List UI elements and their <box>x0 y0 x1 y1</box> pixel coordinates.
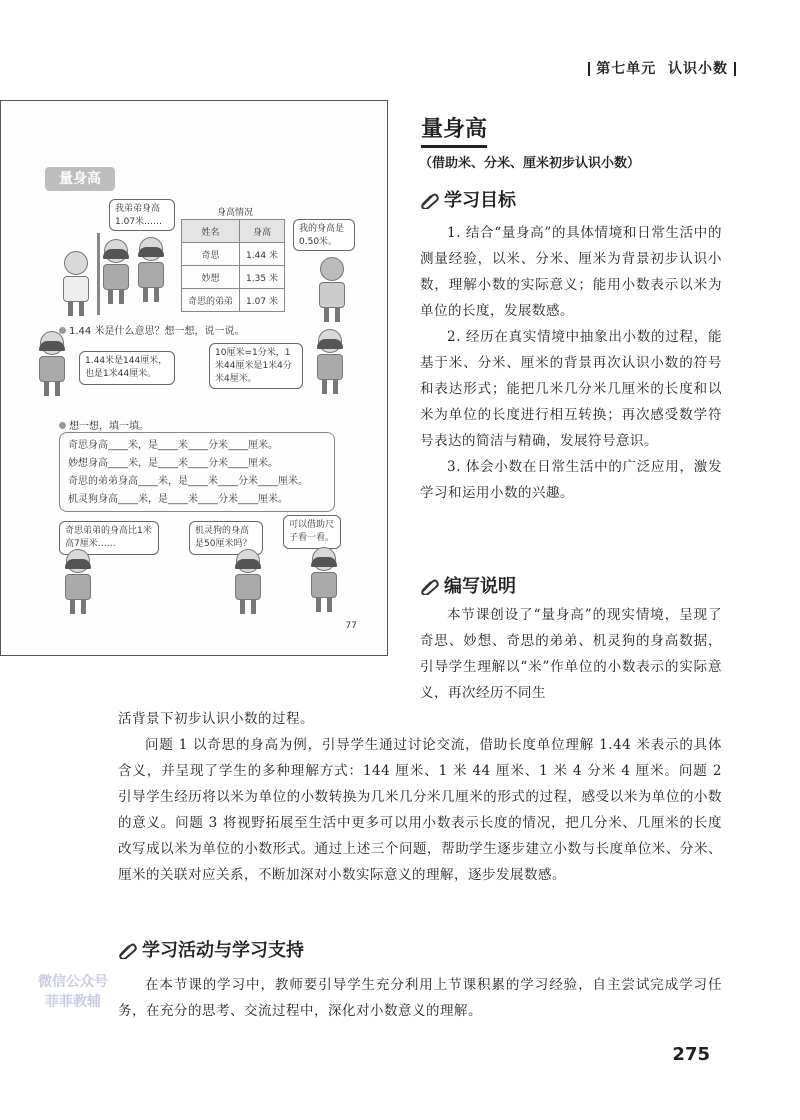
notes-paragraph: 问题 1 以奇思的身高为例，引导学生通过讨论交流，借助长度单位理解 1.44 米表示的具体含义，并呈现了学生的多种理解方式：144 厘米、1 米 44 厘米、1 米 4 分米 4 厘米。问题 2 引导学生经历将以米为单位的小数转换为几米几分米几厘米的形式的过程，感受以米为单位的小数的意义。问题 3 将视野拓展至生活中更多可以用小数表示长度的情况，把几分米、几厘米的长度改写成以米为单位的小数形式。通过上述三个问题，帮助学生逐步建立小数与长度单位米、分米、厘米的关联对应关系，不断加深对小数实际意义的理解，逐步发展数感。 <box>118 737 722 883</box>
table-header: 身高 <box>240 220 285 243</box>
speech-bubble: 奇思弟弟的身高比1米高7厘米…… <box>59 521 159 555</box>
fill-line: 奇思的弟弟身高____米，是____米____分米____厘米。 <box>68 476 308 487</box>
speech-bubble: 10厘米=1分米，1米44厘米是1米4分米4厘米。 <box>209 343 303 389</box>
fill-line: 机灵狗身高____米，是____米____分米____厘米。 <box>68 494 288 505</box>
speech-bubble: 机灵狗的身高是50厘米吗？ <box>189 521 263 555</box>
activities-paragraph: 在本节课的学习中，教师要引导学生充分利用上节课积累的学习经验，自主尝试完成学习任务，在充分的思考、交流过程中，深化对小数意义的理解。 <box>118 977 722 1019</box>
notes-text-right <box>420 602 722 706</box>
table-cell: 1.07 米 <box>240 289 285 312</box>
table-cell: 妙想 <box>182 266 240 289</box>
textbook-page-number: 77 <box>345 621 357 631</box>
boy-figure <box>136 247 166 311</box>
header-bar <box>588 62 590 76</box>
girl-figure <box>101 249 131 313</box>
goals-heading: 学习目标 <box>420 186 516 212</box>
table-row <box>182 266 285 289</box>
table-cell: 奇思 <box>182 243 240 266</box>
table-cell: 奇思的弟弟 <box>182 289 240 312</box>
table-header: 姓名 <box>182 220 240 243</box>
header-unit: 第七单元 <box>596 61 657 77</box>
speech-bubble: 我弟弟身高1.07米…… <box>109 199 175 231</box>
paperclip-icon <box>420 577 440 595</box>
running-header <box>582 58 742 78</box>
girl-figure <box>63 559 93 623</box>
lesson-title: 量身高 <box>421 112 487 148</box>
goal-item: 1. 结合“量身高”的具体情境和日常生活中的测量经验，以米、分米、厘米为背景初步认识小数，理解小数的实际意义；能用小数表示以米为单位的长度，发展数感。 <box>420 225 722 319</box>
dog-figure <box>317 257 347 321</box>
speech-bubble: 我的身高是0.50米。 <box>293 219 355 251</box>
goal-item: 2. 经历在真实情境中抽象出小数的过程，能基于米、分米、厘米的背景再次认识小数的符号和表达形式；能把几米几分米几厘米的长度和以米为单位的长度进行相互转换；再次感受数学符号表达的简洁与精确，发展符号意识。 <box>420 329 722 449</box>
bullet-icon <box>59 327 66 334</box>
header-topic: 认识小数 <box>668 61 728 77</box>
table-title: 身高情况 <box>217 208 254 218</box>
goals-text <box>420 220 722 506</box>
textbook-page-image <box>0 100 388 656</box>
notes-paragraph: 本节课创设了“量身高”的现实情境，呈现了奇思、妙想、奇思的弟弟、机灵狗的身高数据，引导学生理解以“米”作单位的小数表示的实际意义，再次经历不同生 <box>420 607 722 701</box>
activities-text <box>118 972 722 1024</box>
notes-text-wide <box>118 706 722 888</box>
boy-figure <box>315 339 345 403</box>
boy-figure <box>233 559 263 623</box>
boy-figure <box>309 557 339 621</box>
height-table <box>181 219 285 312</box>
paperclip-icon <box>118 941 138 959</box>
header-bar <box>734 62 736 76</box>
bullet-icon <box>59 422 66 429</box>
girl-figure <box>37 341 67 405</box>
fill-line: 妙想身高____米，是____米____分米____厘米。 <box>68 458 278 469</box>
notes-paragraph-tail: 活背景下初步认识小数的过程。 <box>118 711 314 727</box>
activities-heading: 学习活动与学习支持 <box>118 936 304 962</box>
goal-item: 3. 体会小数在日常生活中的广泛应用，激发学习和运用小数的兴趣。 <box>420 459 722 501</box>
paperclip-icon <box>420 191 440 209</box>
question-1: 1.44 米是什么意思？想一想，说一说。 <box>59 322 244 337</box>
speech-bubble: 1.44米是144厘米，也是1米44厘米。 <box>79 351 175 385</box>
table-row <box>182 243 285 266</box>
table-cell: 1.44 米 <box>240 243 285 266</box>
notes-heading: 编写说明 <box>420 572 516 598</box>
table-row <box>182 289 285 312</box>
lesson-tag: 量身高 <box>45 167 115 191</box>
height-ruler <box>97 233 100 315</box>
doctor-figure <box>61 251 91 315</box>
fill-in-box <box>59 432 335 512</box>
speech-bubble: 可以借助尺子看一看。 <box>283 515 341 549</box>
page-number: 275 <box>672 1044 710 1065</box>
question-2: 想一想，填一填。 <box>59 417 149 432</box>
table-cell: 1.35 米 <box>240 266 285 289</box>
watermark: 微信公众号 菲菲教辅 <box>38 974 108 1010</box>
lesson-subtitle: （借助米、分米、厘米初步认识小数） <box>419 156 641 171</box>
fill-line: 奇思身高____米，是____米____分米____厘米。 <box>68 440 278 451</box>
